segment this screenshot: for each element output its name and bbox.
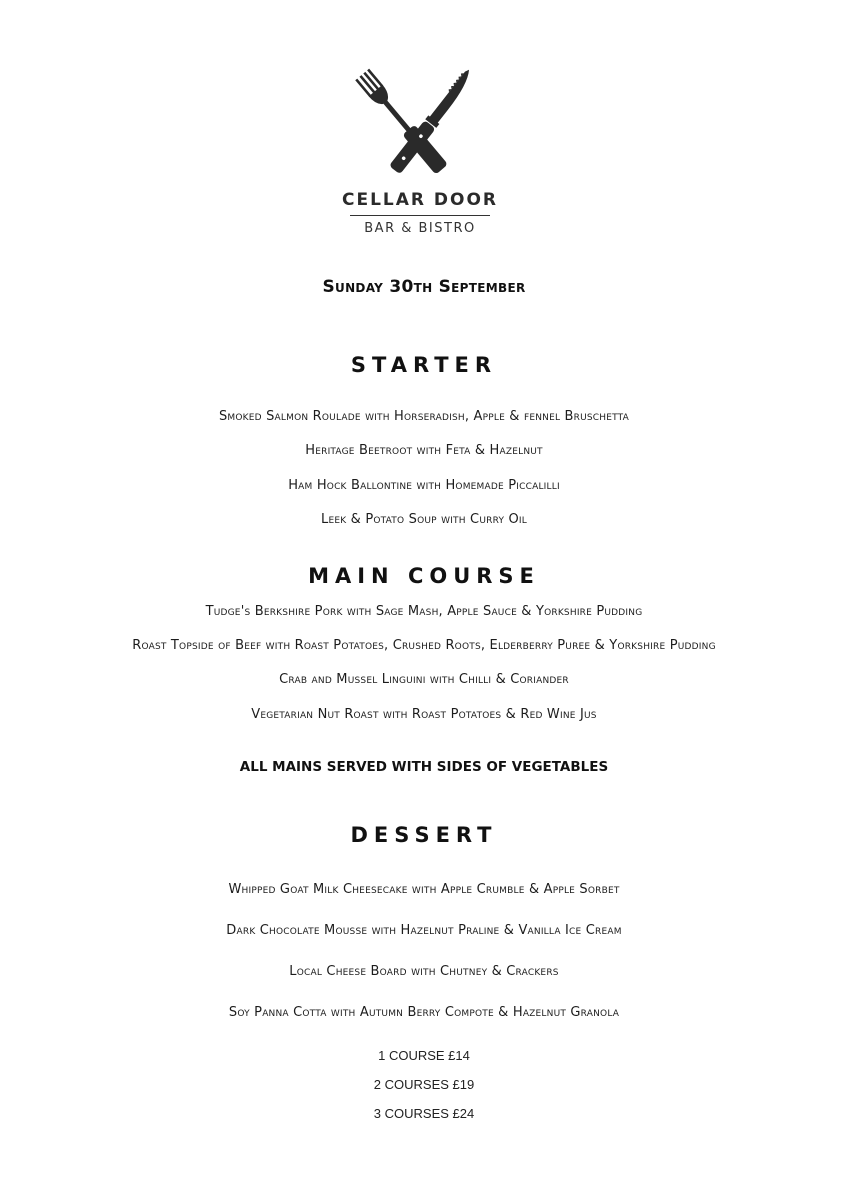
crossed-fork-knife-icon — [350, 60, 490, 186]
section-title-main-course: MAIN COURSE — [308, 564, 540, 588]
dessert-item: Local Cheese Board with Chutney & Crackers — [289, 964, 559, 979]
main-item: Roast Topside of Beef with Roast Potatoes, Crushed Roots, Elderberry Puree & Yorkshire Pudding — [132, 638, 716, 653]
main-item: Vegetarian Nut Roast with Roast Potatoes & Red Wine Jus — [251, 707, 597, 722]
price-two-courses: 2 COURSES £19 — [373, 1077, 475, 1092]
starter-item: Leek & Potato Soup with Curry Oil — [321, 512, 527, 527]
dessert-item: Whipped Goat Milk Cheesecake with Apple Crumble & Apple Sorbet — [228, 882, 620, 897]
starter-item: Heritage Beetroot with Feta & Hazelnut — [305, 443, 543, 458]
logo-name: CELLAR DOOR — [341, 190, 499, 210]
price-three-courses: 3 COURSES £24 — [373, 1106, 475, 1121]
main-item: Tudge's Berkshire Pork with Sage Mash, Apple Sauce & Yorkshire Pudding — [205, 604, 643, 619]
section-title-dessert: DESSERT — [350, 823, 498, 847]
price-one-course: 1 COURSE £14 — [378, 1048, 470, 1063]
dessert-item: Soy Panna Cotta with Autumn Berry Compote & Hazelnut Granola — [228, 1005, 620, 1020]
restaurant-logo — [340, 60, 500, 242]
mains-sides-note: ALL MAINS SERVED WITH SIDES OF VEGETABLES — [239, 759, 609, 775]
section-title-starter: STARTER — [350, 353, 498, 377]
logo-divider — [350, 215, 490, 216]
starter-item: Smoked Salmon Roulade with Horseradish, Apple & fennel Bruschetta — [218, 409, 630, 424]
logo-subtitle: BAR & BISTRO — [364, 221, 476, 236]
starter-item: Ham Hock Ballontine with Homemade Piccalilli — [288, 478, 560, 493]
menu-date: Sunday 30th September — [322, 277, 526, 297]
dessert-item: Dark Chocolate Mousse with Hazelnut Praline & Vanilla Ice Cream — [226, 923, 622, 938]
main-item: Crab and Mussel Linguini with Chilli & Coriander — [279, 672, 569, 687]
